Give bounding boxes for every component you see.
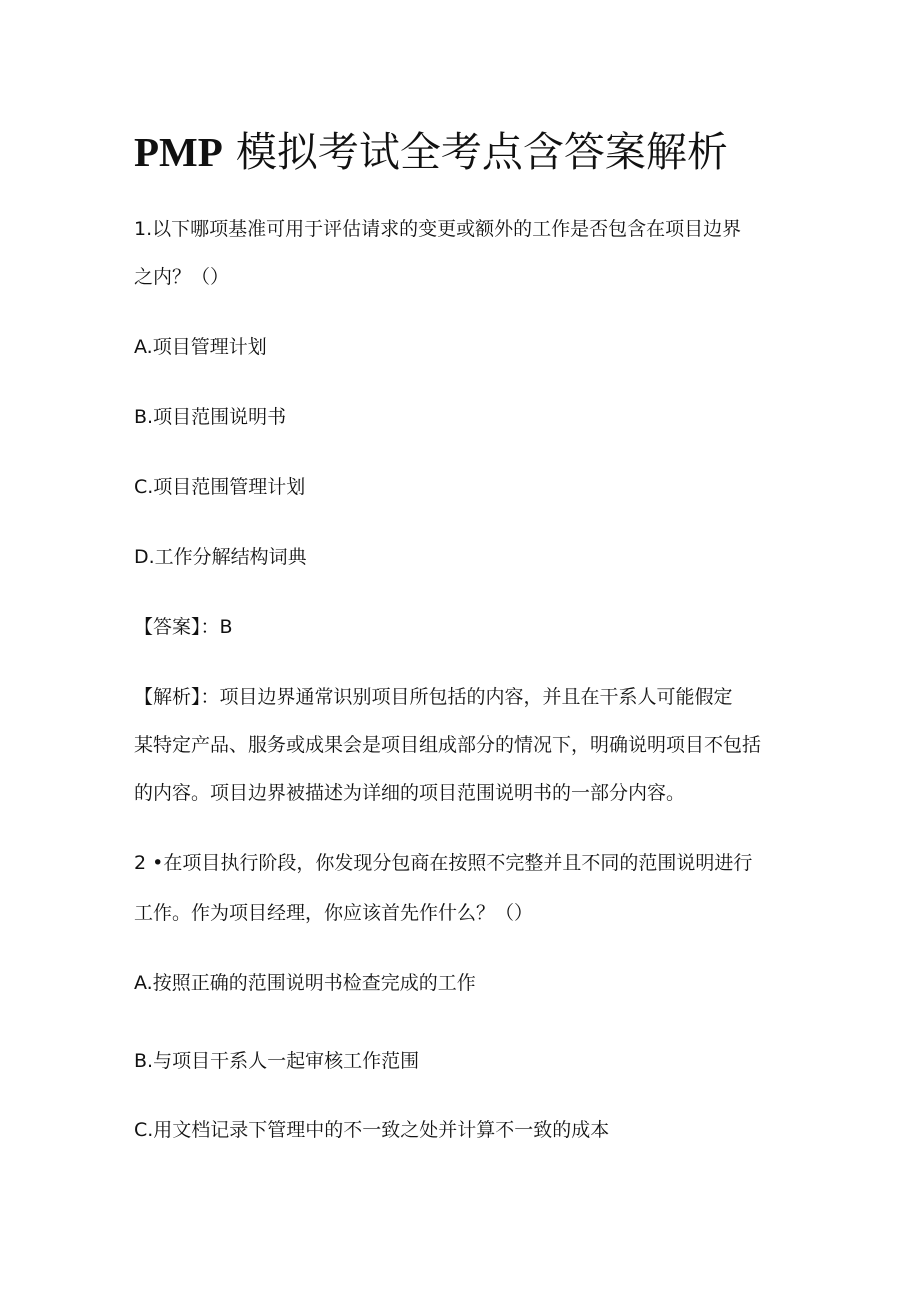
q2-option-a: A.按照正确的范围说明书检查完成的工作: [134, 972, 476, 994]
q2-stem-line1: 2 •在项目执行阶段，你发现分包商在按照不完整并且不同的范围说明进行: [134, 852, 753, 874]
q1-stem-line2: 之内？（）: [134, 266, 230, 288]
q1-option-a: A.项目管理计划: [134, 336, 267, 358]
q1-analysis-line2: 某特定产品、服务或成果会是项目组成部分的情况下，明确说明项目不包括: [134, 734, 762, 756]
title-cjk: 模拟考试全考点含答案解析: [222, 128, 728, 176]
q2-stem-line2: 工作。作为项目经理，你应该首先作什么？（）: [134, 902, 534, 924]
q1-stem-line1: 1.以下哪项基准可用于评估请求的变更或额外的工作是否包含在项目边界: [134, 218, 742, 240]
q1-option-c: C.项目范围管理计划: [134, 476, 306, 498]
q1-analysis-line1: 【解析】：项目边界通常识别项目所包括的内容，并且在干系人可能假定: [134, 686, 733, 708]
q2-option-c: C.用文档记录下管理中的不一致之处并计算不一致的成本: [134, 1119, 610, 1141]
q1-answer: 【答案】：B: [134, 616, 233, 638]
q1-analysis-line3: 的内容。项目边界被描述为详细的项目范围说明书的一部分内容。: [134, 782, 686, 804]
q1-option-d: D.工作分解结构词典: [134, 546, 307, 568]
q1-option-b: B.项目范围说明书: [134, 406, 287, 428]
page-title: [134, 122, 834, 182]
q2-option-b: B.与项目干系人一起审核工作范围: [134, 1050, 420, 1072]
title-latin: PMP: [134, 129, 223, 175]
